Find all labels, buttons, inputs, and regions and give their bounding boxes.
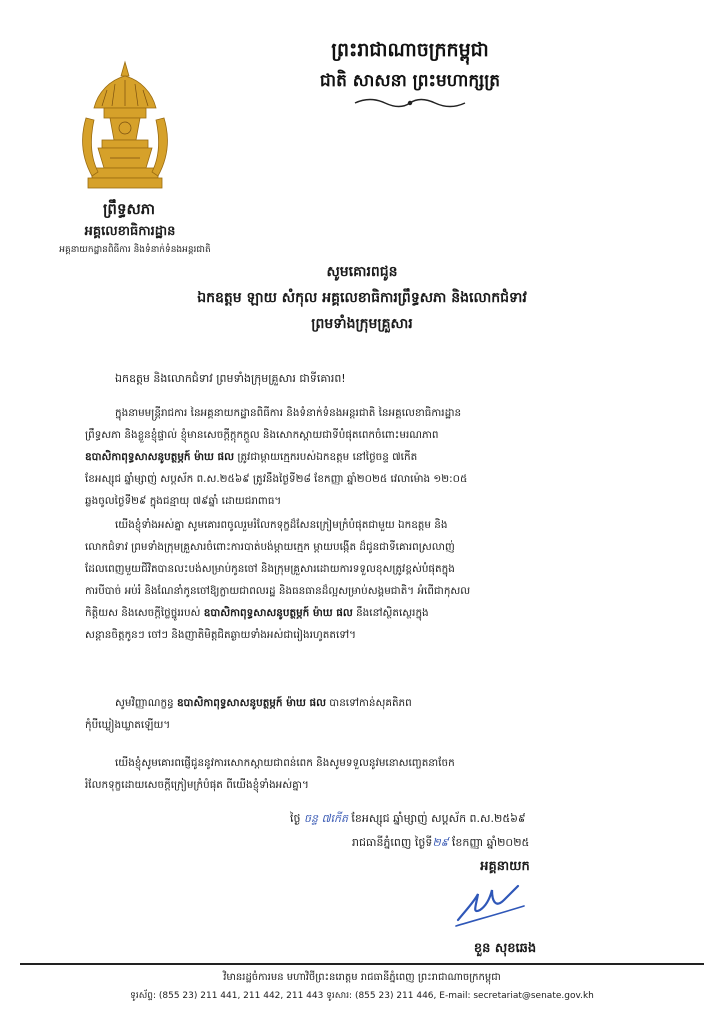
paragraph-line: ឧបាសិកាពុទ្ធសាសនូបត្ថម្ភក៍ ម៉ាឃ ផល ត្រូវជាម្ដាយក្មេករបស់ឯកឧត្តម នៅថ្ងៃចន្ទ ៧កើត [85,451,418,463]
paragraph-1 [85,402,675,512]
national-motto: ជាតិ សាសនា ព្រះមហាក្សត្រ [319,71,501,91]
paragraph-line: ព្រឹទ្ធសភា និងខ្លួនខ្ញុំផ្ទាល់ ខ្ញុំមានសេចក្ដីក្ដុកក្ដួល និងសោកស្ដាយជាទីបំផុតពេកចំពោះមរណភាព [85,429,439,441]
paragraph-line: ក្នុងនាមមន្ត្រីរាជការ នៃអគ្គនាយកដ្ឋានពិធីការ និងទំនាក់ទំនងអន្តរជាតិ នៃអគ្គលេខាធិការដ្ឋាន [115,407,462,419]
deceased-name: ឧបាសិកាពុទ្ធសាសនូបត្ថម្ភក៍ ម៉ាឃ ផល [176,697,326,709]
ornament-divider-icon [350,96,470,110]
handwritten-day: ២៩ [432,836,449,849]
paragraph-line: ការបីបាច់ អប់រំ និងណែនាំកូនចៅឱ្យក្លាយជាពលរដ្ឋ និងធនធានដ៏ល្អសម្រាប់សង្គមជាតិ។ អំពើជាកុសល [85,585,471,597]
paragraph-line: កិត្តិយស និងសេចក្ដីថ្លៃថ្នូររបស់ ឧបាសិកាពុទ្ធសាសនូបត្ថម្ភក៍ ម៉ាឃ ផល នឹងនៅស្ថិតស្ថេរក្នុង [85,607,429,619]
paragraph-line: រំលែកទុក្ខដោយសេចក្ដីក្រៀមក្រំបំផុត ពីយើងខ្ញុំទាំងអស់គ្នា។ [85,779,309,791]
paragraph-2 [85,514,675,646]
org-senate: ព្រឹទ្ធសភា [102,200,156,218]
signatory-position: អគ្គនាយក [480,859,530,874]
kingdom-name: ព្រះរាជាណាចក្រកម្ពុជា [331,39,489,61]
signatory-name: ខួន សុខឆេង [473,941,537,956]
deceased-name: ឧបាសិកាពុទ្ធសាសនូបត្ថម្ភក៍ ម៉ាឃ ផល [85,451,235,463]
org-department: អគ្គនាយកដ្ឋានពិធីការ និងទំនាក់ទំនងអន្តរជាតិ [59,245,211,255]
paragraph-line: ដែលពេញមួយជីវិតបានលះបង់សម្រាប់កូនចៅ និងក្រុមគ្រួសារដោយការទទួលខុសត្រូវខ្ពស់បំផុតក្នុង [85,563,455,575]
paragraph-line: យើងខ្ញុំសូមគោរពផ្ញើជូននូវការសោកស្ដាយជាពន់ពេក និងសូមទទួលនូវមនោសញ្ចេតនាចែក [115,757,455,769]
deceased-name: ឧបាសិកាពុទ្ធសាសនូបត្ថម្ភក៍ ម៉ាឃ ផល [203,607,353,619]
paragraph-line: យើងខ្ញុំទាំងអស់គ្នា សូមគោរពចូលរួមរំលែកទុក្ខដ៏សែនក្រៀមក្រំបំផុតជាមួយ ឯកឧត្តម និង [115,519,448,531]
title-family: ព្រមទាំងក្រុមគ្រួសារ [311,316,413,332]
senate-emblem-icon [80,58,170,196]
handwritten-day: ចន្ទ ៧កើត [303,812,348,825]
paragraph-line: ខែអស្សុជ ឆ្នាំម្សាញ់ សប្តស័ក ព.ស.២៥៦៩ ត្រូវនឹងថ្ងៃទី២៨ ខែកញ្ញា ឆ្នាំ២០២៥ វេលាម៉ោង ១២:០៥ [85,473,468,485]
paragraph-line: សូមវិញ្ញាណក្ខន្ធ ឧបាសិកាពុទ្ធសាសនូបត្ថម្ភក៍ ម៉ាឃ ផល បានទៅកាន់សុគតិភព [115,697,412,709]
paragraph-4 [85,752,675,796]
paragraph-line: កុំបីឃ្លៀងឃ្លាតឡើយ។ [85,719,171,731]
paragraph-line: លោកជំទាវ ព្រមទាំងក្រុមគ្រួសារចំពោះការបាត់បង់ម្ដាយក្មេក ម្ដាយបង្កើត ដ៏ជូនជាទីគោរពស្រលាញ់ [85,541,455,553]
title-salutation: សូមគោរពជូន [326,264,398,280]
paragraph-line: ឆ្លងចូលថ្ងៃទី២៩ ក្នុងជន្មាយុ ៧៩ឆ្នាំ ដោយជរាពាធ។ [85,495,282,507]
lunar-date: ថ្ងៃ ចន្ទ ៧កើត ខែអស្សុជ ឆ្នាំម្សាញ់ សប្តស័ក ព.ស.២៥៦៩ [290,812,526,825]
footer-contact: ទូរស័ព្ទ: (855 23) 211 441, 211 442, 211 443 ទូរសារ: (855 23) 211 446, E-mail: secretariat@senate.gov.kh [130,991,594,1001]
footer-divider [20,963,704,965]
paragraph-3 [85,692,675,736]
solar-date: រាជធានីភ្នំពេញ ថ្ងៃទី២៩ ខែកញ្ញា ឆ្នាំ២០២៥ [352,836,530,849]
paragraph-line: សន្តានចិត្តកូនៗ ចៅៗ និងញាតិមិត្តជិតឆ្ងាយទាំងអស់ជារៀងរហូតតទៅ។ [85,629,356,641]
footer-address: វិមានរដ្ឋចំការមន មហាវិថីព្រះនរោត្តម រាជធានីភ្នំពេញ ព្រះរាជាណាចក្រកម្ពុជា [223,972,501,983]
title-recipient: ឯកឧត្តម ឡាយ សំកុល អគ្គលេខាធិការព្រឹទ្ធសភា និងលោកជំទាវ [197,290,527,306]
signature-mark [452,880,532,930]
org-secretariat: អគ្គលេខាធិការដ្ឋាន [84,224,176,239]
greeting: ឯកឧត្តម និងលោកជំទាវ ព្រមទាំងក្រុមគ្រួសារ ជាទីគោរព! [115,372,346,385]
